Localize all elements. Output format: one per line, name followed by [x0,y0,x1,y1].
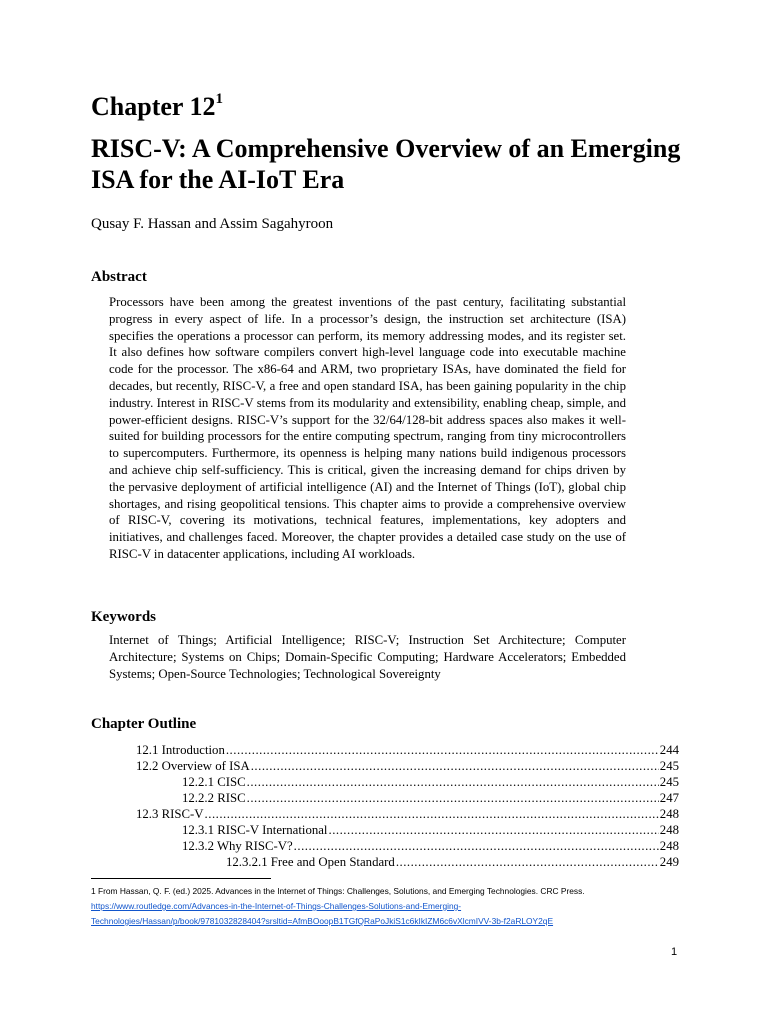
abstract-text: Processors have been among the greatest inventions of the past century, facilitating substantial progress in every aspect of life. In a processor’s design, the instruction set architecture (ISA) specifies the operations a processor can perform, its memory addressing modes, and its register set. It also defines how software compilers convert high-level language code into executable machine code for the processor. The x86-64 and ARM, two proprietary ISAs, have dominated the field for decades, but recently, RISC-V, a free and open standard ISA, has been gaining popularity in the chip industry. Interest in RISC-V stems from its modularity and extensibility, enabling cheap, simple, and power-efficient designs. RISC-V’s support for the 32/64/128-bit address spaces also makes it well-suited for building processors for the entire computing spectrum, ranging from tiny microcontrollers to supercomputers. Furthermore, its openness is helping many nations build indigenous processors and achieve chip self-sufficiency. This is critical, given the increasing demand for chips driven by the pervasive deployment of artificial intelligence (AI) and the Internet of Things (IoT), global chip shortages, and rising geopolitical tensions. This chapter aims to provide a comprehensive overview of RISC-V, covering its motivations, technical features, implementations, key adopters and initiatives, and challenges faced. Moreover, the chapter provides a detailed case study on the use of RISC-V in datacenter applications, including AI workloads. [109,295,626,561]
outline-entry-page: 248 [659,807,679,821]
outline-entry-text: 12.3.2 Why RISC-V? [182,839,293,853]
outline-heading: Chapter Outline [91,716,197,732]
outline-entry-page: 248 [659,823,679,837]
page-number: 1 [671,946,678,958]
outline-entry-page: 244 [659,743,679,757]
outline-entry[interactable] [182,774,679,790]
dot-leader [205,806,659,822]
outline-entry[interactable] [136,758,679,774]
dot-leader [294,838,659,854]
outline-entry[interactable] [136,742,679,758]
dot-leader [329,822,659,838]
chapter-number: Chapter 12 [91,92,216,121]
outline-entry[interactable] [136,806,679,822]
outline-entry-page: 247 [659,791,679,805]
footnote-link[interactable]: https://www.routledge.com/Advances-in-the-Internet-of-Things-Challenges-Solutions-and-Emerging- [91,901,462,911]
outline-entry-text: 12.1 Introduction [136,743,225,757]
footnote-text: 1 From Hassan, Q. F. (ed.) 2025. Advances in the Internet of Things: Challenges, Solutions, and Emerging Technologies. CRC Press. [91,886,585,896]
outline-entry-text: 12.3 RISC-V [136,807,204,821]
outline-entry-page: 245 [659,775,679,789]
outline-entry-page: 245 [659,759,679,773]
dot-leader [396,854,659,870]
outline-entry[interactable] [226,854,679,870]
dot-leader [247,774,659,790]
dot-leader [247,790,659,806]
footnote-marker: 1 [215,91,223,108]
footnote [91,884,691,929]
chapter-label [91,90,223,124]
outline-entry[interactable] [182,790,679,806]
chapter-title: RISC-V: A Comprehensive Overview of an Emerging ISA for the AI-IoT Era [91,134,681,194]
author-list: Qusay F. Hassan and Assim Sagahyroon [91,216,334,232]
outline-entry[interactable] [182,838,679,854]
dot-leader [251,758,659,774]
outline-entry-page: 249 [659,855,679,869]
outline-entry-page: 248 [659,839,679,853]
outline-entry-text: 12.2.2 RISC [182,791,246,805]
outline-entry-text: 12.3.1 RISC-V International [182,823,328,837]
outline-entry-text: 12.2.1 CISC [182,775,246,789]
dot-leader [226,742,659,758]
outline-entry-text: 12.3.2.1 Free and Open Standard [226,855,395,869]
keywords-text: Internet of Things; Artificial Intelligence; RISC-V; Instruction Set Architecture; Computer Architecture; Systems on Chips; Domain-Specific Computing; Hardware Accelerators; Embedded Systems; Open-Source Technologies; Technological Sovereignty [109,633,626,681]
footnote-link-continued[interactable]: Technologies/Hassan/p/book/9781032828404?srsltid=AfmBOoopB1TGfQRaPoJkiS1c6kIkIZM6c6vXlcmIVV-3b-f2aRLOY2qE [91,916,554,926]
footnote-divider [91,878,271,879]
keywords-heading: Keywords [91,609,156,625]
outline-entry[interactable] [182,822,679,838]
abstract-heading: Abstract [91,269,147,285]
outline-entry-text: 12.2 Overview of ISA [136,759,250,773]
